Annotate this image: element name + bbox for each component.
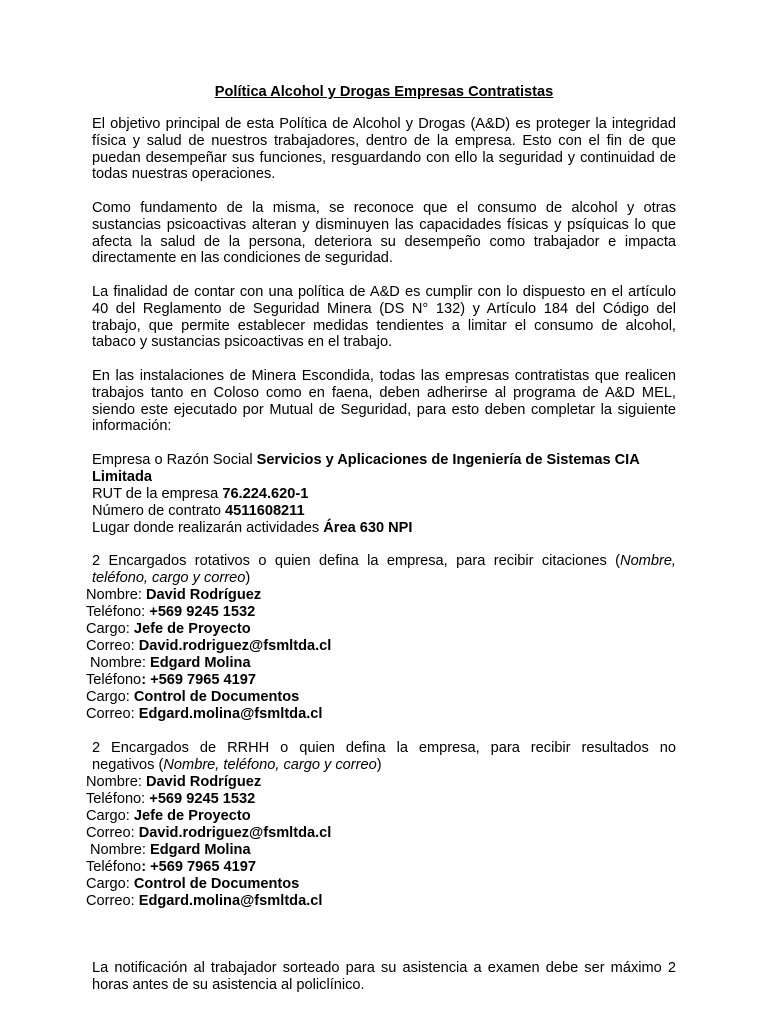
company-rut-value: 76.224.620-1: [222, 486, 309, 502]
rrhh-contact2-role: Cargo: Control de Documentos: [86, 876, 300, 892]
contract-number-label: Número de contrato: [92, 503, 226, 519]
citaciones-contact1-role: Cargo: Jefe de Proyecto: [86, 621, 251, 637]
citaciones-contact2-role: Cargo: Control de Documentos: [86, 689, 300, 705]
rrhh-contact1-email: Correo: David.rodriguez@fsmltda.cl: [86, 825, 332, 841]
rrhh-contact2-email: Correo: Edgard.molina@fsmltda.cl: [86, 893, 323, 909]
citaciones-intro-line2: teléfono, cargo y correo): [92, 570, 251, 586]
rrhh-intro-line2: negativos (Nombre, teléfono, cargo y correo): [92, 757, 382, 773]
contract-number-line: [92, 503, 305, 520]
citaciones-contact1-email: Correo: David.rodriguez@fsmltda.cl: [86, 638, 332, 654]
rrhh-contact2-phone: Teléfono: +569 7965 4197: [86, 859, 257, 875]
company-rut-label: RUT de la empresa: [92, 486, 223, 502]
paragraph-installations: En las instalaciones de Minera Escondida, todas las empresas contratistas que realicen trabajos tanto en Coloso como en faena, deben adherirse al programa de A&D MEL, siendo este ejecutado por Mutual de Seguridad, para esto deben completar la siguiente información:: [92, 368, 676, 435]
company-name-line: [92, 452, 676, 486]
company-rut-line: [92, 486, 308, 503]
activity-place-label: Lugar donde realizarán actividades: [92, 520, 324, 536]
page-title: Política Alcohol y Drogas Empresas Contratistas: [214, 84, 554, 100]
activity-place-line: [92, 520, 412, 537]
citaciones-contact2-name: Nombre: Edgard Molina: [90, 655, 251, 671]
citaciones-intro: 2 Encargados rotativos o quien defina la empresa, para recibir citaciones (Nombre,: [92, 553, 676, 569]
paragraph-purpose: La finalidad de contar con una política de A&D es cumplir con lo dispuesto en el artículo 40 del Reglamento de Seguridad Minera (DS N° 132) y Artículo 184 del Código del trabajo, que permite establecer medidas tendientes a limitar el consumo de alcohol, tabaco y sustancias psicoactivas en el trabajo.: [92, 284, 676, 351]
company-name-value: Servicios y Aplicaciones de Ingeniería de Sistemas CIA Limitada: [92, 452, 640, 485]
rrhh-contact2-name: Nombre: Edgard Molina: [90, 842, 251, 858]
paragraph-objective: El objetivo principal de esta Política de Alcohol y Drogas (A&D) es proteger la integridad física y salud de nuestros trabajadores, dentro de la empresa. Esto con el fin de que puedan desempeñar sus funciones, resguardando con ello la seguridad y continuidad de todas nuestras operaciones.: [92, 116, 676, 183]
activity-place-value: Área 630 NPI: [323, 520, 413, 536]
rrhh-contact1-role: Cargo: Jefe de Proyecto: [86, 808, 251, 824]
rrhh-contact1-name: Nombre: David Rodríguez: [86, 774, 262, 790]
footer-note: La notificación al trabajador sorteado para su asistencia a examen debe ser máximo 2 horas antes de su asistencia al policlínico.: [92, 960, 676, 993]
rrhh-intro: 2 Encargados de RRHH o quien defina la empresa, para recibir resultados no: [92, 740, 676, 756]
company-name-label: Empresa o Razón Social: [92, 452, 257, 468]
rrhh-contact1-phone: Teléfono: +569 9245 1532: [86, 791, 256, 807]
contract-number-value: 4511608211: [225, 503, 305, 519]
citaciones-contact2-email: Correo: Edgard.molina@fsmltda.cl: [86, 706, 323, 722]
citaciones-contact1-phone: Teléfono: +569 9245 1532: [86, 604, 256, 620]
paragraph-foundation: Como fundamento de la misma, se reconoce que el consumo de alcohol y otras sustancias psicoactivas alteran y disminuyen las capacidades físicas y psíquicas lo que afecta la salud de la persona, deteriora su desempeño como trabajador e impacta directamente en las condiciones de seguridad.: [92, 200, 676, 267]
citaciones-contact1-name: Nombre: David Rodríguez: [86, 587, 262, 603]
citaciones-contact2-phone: Teléfono: +569 7965 4197: [86, 672, 257, 688]
